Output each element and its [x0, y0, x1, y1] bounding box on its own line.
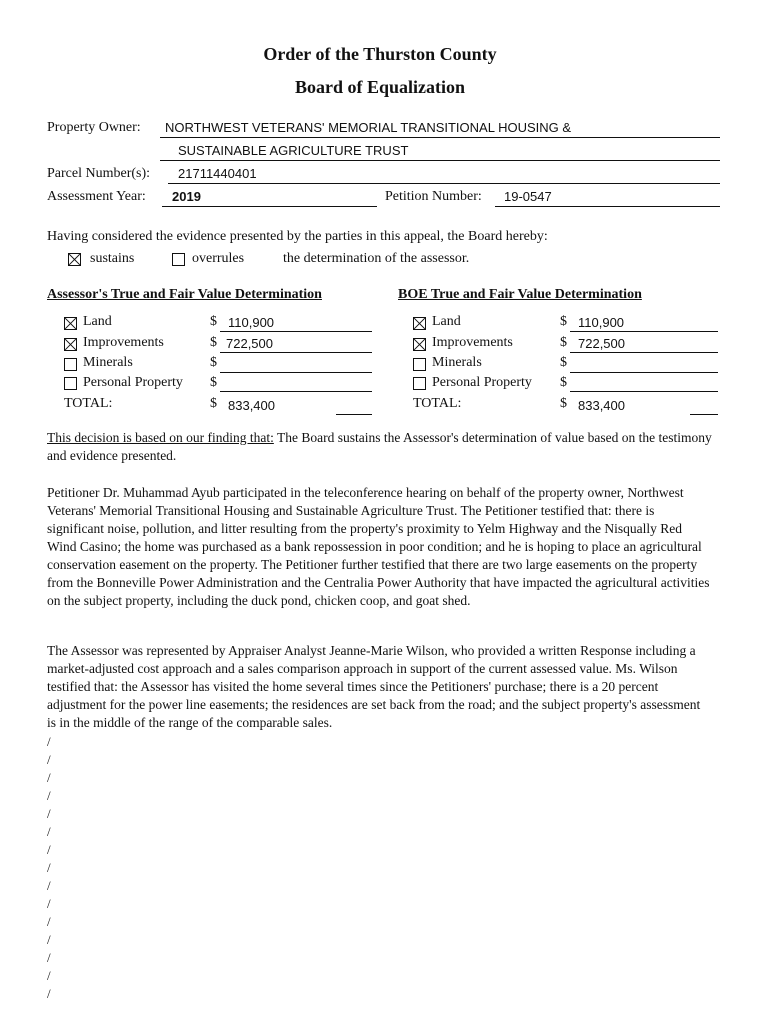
year-value: 2019: [172, 189, 201, 204]
margin-slash: /: [47, 842, 51, 857]
finding-paragraph: [47, 429, 712, 465]
boe-improvements-value: 722,500: [578, 336, 625, 351]
assessor-minerals-label: Minerals: [83, 355, 133, 370]
owner-underline-1: [160, 137, 720, 138]
boe-personal-underline: [570, 391, 718, 392]
sustains-checkbox[interactable]: [68, 253, 81, 266]
boe-improvements-checkbox[interactable]: [413, 338, 426, 351]
determination-text: the determination of the assessor.: [283, 251, 470, 266]
boe-improvements-dollar: $: [560, 335, 567, 350]
assessor-total-value: 833,400: [228, 398, 275, 413]
boe-improvements-underline: [570, 352, 718, 353]
owner-label: Property Owner:: [47, 120, 141, 135]
assessor-personal-checkbox[interactable]: [64, 377, 77, 390]
assessor-land-label: Land: [83, 314, 112, 329]
boe-land-dollar: $: [560, 314, 567, 329]
boe-personal-label: Personal Property: [432, 375, 532, 390]
assessor-total-dollar: $: [210, 396, 217, 411]
margin-slash: /: [47, 770, 51, 785]
boe-total-dollar: $: [560, 396, 567, 411]
margin-slash: /: [47, 806, 51, 821]
considered-text: Having considered the evidence presented by the parties in this appeal, the Board hereby:: [47, 229, 548, 244]
parcel-value: 21711440401: [178, 166, 257, 181]
overrules-label: overrules: [192, 251, 245, 266]
assessor-minerals-dollar: $: [210, 355, 217, 370]
assessor-paragraph: The Assessor was represented by Appraiser Analyst Jeanne-Marie Wilson, who provided a written Response including a market-adjusted cost approach and a sales comparison approach in support of the current assessed value. Ms. Wilson testified that: the Assessor has visited the home several times since the Petitioners' purchase; there is a 20 percent adjustment for the power line easements; the residences are set back from the road; and the subject property's assessment is in the middle of the range of the comparable sales.: [47, 643, 701, 730]
finding-label: This decision is based on our finding that:: [47, 430, 274, 445]
assessor-personal-underline: [220, 391, 372, 392]
margin-slash: /: [47, 914, 51, 929]
assessor-heading: Assessor's True and Fair Value Determination: [47, 287, 322, 302]
boe-land-checkbox[interactable]: [413, 317, 426, 330]
boe-land-label: Land: [432, 314, 461, 329]
margin-slash: /: [47, 788, 51, 803]
assessor-minerals-underline: [220, 372, 372, 373]
finding-text: The Board sustains the Assessor's determination of value based on the testimony and evidence presented.: [47, 430, 712, 463]
assessor-personal-label: Personal Property: [83, 375, 183, 390]
boe-total-underline: [690, 414, 718, 415]
overrules-checkbox[interactable]: [172, 253, 185, 266]
margin-slash: /: [47, 860, 51, 875]
parcel-label: Parcel Number(s):: [47, 166, 151, 181]
page-title-line1: Order of the Thurston County: [263, 44, 497, 64]
petition-value: 19-0547: [504, 189, 552, 204]
margin-slash: /: [47, 752, 51, 767]
margin-slash: /: [47, 968, 51, 983]
margin-slash: /: [47, 896, 51, 911]
boe-improvements-label: Improvements: [432, 335, 513, 350]
margin-slash: /: [47, 734, 51, 749]
margin-slash: /: [47, 932, 51, 947]
boe-total-label: TOTAL:: [413, 396, 462, 411]
assessor-total-underline: [336, 414, 372, 415]
petitioner-paragraph: Petitioner Dr. Muhammad Ayub participated in the teleconference hearing on behalf of the property owner, Northwest Veterans' Memorial Transitional Housing and Sustainable Agriculture Trust. The Petitioner testified that: there is significant noise, pollution, and litter resulting from the property's proximity to Yelm Highway and the Nisqually Red Wind Casino; the home was purchased as a bank repossession in poor condition; and he is hoping to place an agricultural conservation easement on the property. The Petitioner further testified that there are two large easements on the property from the Bonneville Power Administration and the Centralia Power Authority that have impacted the agricultural activities on the subject property, including the duck pond, chicken coop, and goat shed.: [47, 485, 710, 608]
parcel-underline: [168, 183, 720, 184]
sustains-label: sustains: [90, 251, 135, 266]
assessor-improvements-value: 722,500: [226, 336, 273, 351]
year-underline: [162, 206, 377, 207]
petition-underline: [495, 206, 720, 207]
boe-minerals-underline: [570, 372, 718, 373]
assessor-minerals-checkbox[interactable]: [64, 358, 77, 371]
boe-land-value: 110,900: [578, 315, 625, 330]
boe-minerals-dollar: $: [560, 355, 567, 370]
boe-personal-checkbox[interactable]: [413, 377, 426, 390]
owner-value-line1: NORTHWEST VETERANS' MEMORIAL TRANSITIONAL HOUSING &: [165, 120, 572, 135]
owner-underline-2: [160, 160, 720, 161]
margin-slash: /: [47, 986, 51, 1001]
boe-total-value: 833,400: [578, 398, 625, 413]
petition-label: Petition Number:: [385, 189, 482, 204]
boe-land-underline: [570, 331, 718, 332]
assessor-improvements-underline: [220, 352, 372, 353]
assessor-land-dollar: $: [210, 314, 217, 329]
assessor-land-checkbox[interactable]: [64, 317, 77, 330]
owner-value-line2: SUSTAINABLE AGRICULTURE TRUST: [178, 143, 409, 158]
boe-heading: BOE True and Fair Value Determination: [398, 287, 642, 302]
assessor-land-value: 110,900: [228, 315, 275, 330]
assessor-land-underline: [220, 331, 372, 332]
assessor-personal-dollar: $: [210, 375, 217, 390]
assessor-improvements-dollar: $: [210, 335, 217, 350]
assessor-total-label: TOTAL:: [64, 396, 113, 411]
margin-slash: /: [47, 824, 51, 839]
assessor-improvements-checkbox[interactable]: [64, 338, 77, 351]
year-label: Assessment Year:: [47, 189, 146, 204]
margin-slash: /: [47, 950, 51, 965]
boe-minerals-checkbox[interactable]: [413, 358, 426, 371]
page-title-line2: Board of Equalization: [294, 77, 466, 97]
margin-slash: /: [47, 878, 51, 893]
boe-personal-dollar: $: [560, 375, 567, 390]
boe-minerals-label: Minerals: [432, 355, 482, 370]
assessor-improvements-label: Improvements: [83, 335, 164, 350]
